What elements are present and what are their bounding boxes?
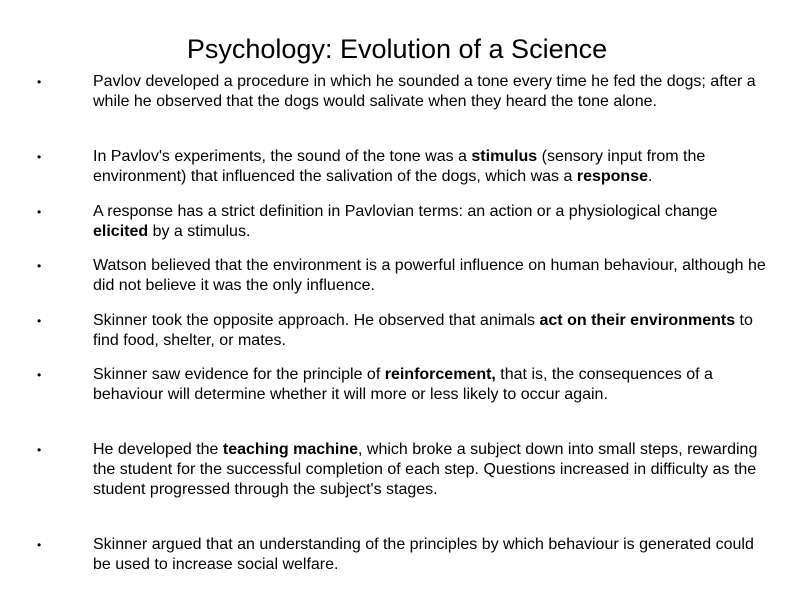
bullet-text-segment: that is, the consequences of a behaviour will determine whether it will more or less likely to occur again. (93, 366, 713, 403)
bullet-text (93, 202, 769, 242)
bullet-dot: • (37, 368, 42, 382)
bold-term: elicited (93, 223, 149, 240)
bullet-dot: • (37, 259, 42, 273)
bullet-dot: • (37, 75, 42, 89)
bullet-text (93, 147, 769, 187)
bullet-text (93, 535, 769, 575)
bullet-text-segment: Watson believed that the environment is a powerful influence on human behaviour, although he did not believe it was the only influence. (93, 257, 766, 294)
bullet-text-segment: to find food, shelter, or mates. (93, 312, 753, 349)
bold-term: teaching machine (222, 441, 359, 458)
bold-term: stimulus (471, 148, 538, 165)
bullet-text (93, 311, 769, 351)
bullet-text-segment: Skinner argued that an understanding of the principles by which behaviour is generated could be used to increase social welfare. (93, 536, 754, 573)
bullet-text-segment: He developed the (93, 441, 223, 458)
bullet-text-segment: , which broke a subject down into small steps, rewarding the student for the successful completion of each step. Questions increased in difficulty as the student progressed through the subject's stages. (93, 441, 758, 498)
bullet-text-segment: . (647, 168, 653, 185)
bullet-text (93, 365, 769, 405)
bullet-text-segment: by a stimulus. (148, 223, 251, 240)
bullet-dot: • (37, 314, 42, 328)
bullet-text-segment: In Pavlov's experiments, the sound of the tone was a (93, 148, 472, 165)
bold-term: reinforcement, (384, 366, 496, 383)
slide-title: Psychology: Evolution of a Science (186, 34, 608, 64)
bullet-dot: • (37, 538, 42, 552)
bullet-text-segment: (sensory input from the environment) that influenced the salivation of the dogs, which was a (93, 148, 706, 185)
bullet-text (93, 440, 769, 500)
bullet-dot: • (37, 205, 42, 219)
bullet-text (93, 256, 769, 296)
bullet-text-segment: Skinner saw evidence for the principle of (93, 366, 385, 383)
bold-term: response (576, 168, 648, 185)
bullet-text-segment: Pavlov developed a procedure in which he sounded a tone every time he fed the dogs; after a while he observed that the dogs would salivate when they heard the tone alone. (93, 73, 756, 110)
bullet-dot: • (37, 150, 42, 164)
bold-term: act on their environments (539, 312, 736, 329)
bullet-text-segment: A response has a strict definition in Pavlovian terms: an action or a physiological change (93, 203, 718, 220)
bullet-text-segment: Skinner took the opposite approach. He observed that animals (93, 312, 540, 329)
bullet-dot: • (37, 443, 42, 457)
bullet-text (93, 72, 769, 112)
